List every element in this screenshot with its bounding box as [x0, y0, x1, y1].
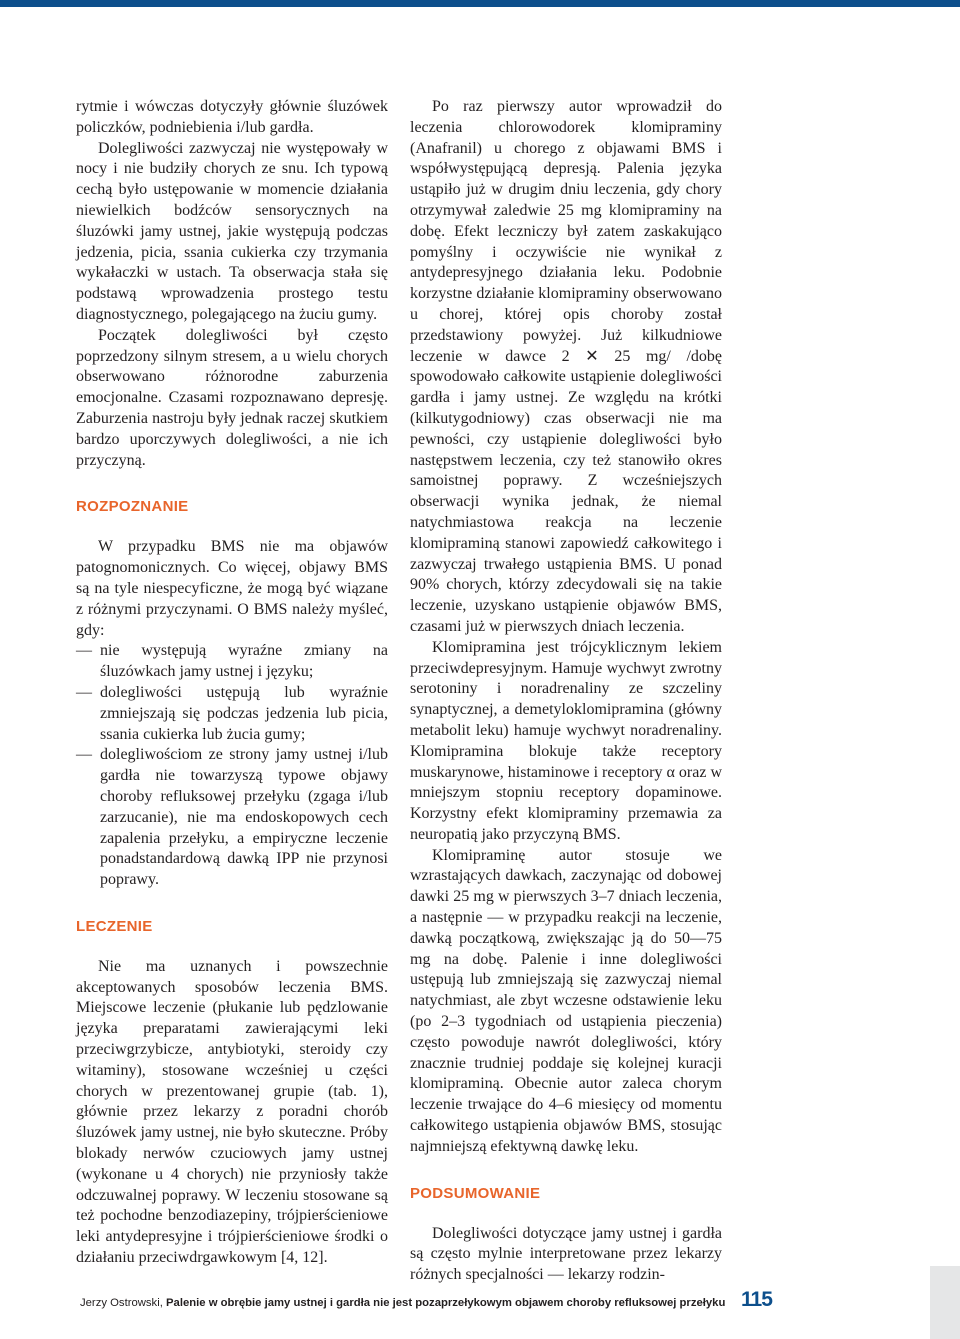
footer-article-title: Palenie w obrębie jamy ustnej i gardła nie jest pozaprzełykowym objawem choroby refluksowej przełyku: [166, 1297, 726, 1309]
running-footer: [80, 1297, 725, 1309]
criteria-list: [76, 641, 388, 891]
paragraph: W przypadku BMS nie ma objawów patognomonicznych. Co więcej, objawy BMS są na tyle niespecyficzne, że mogą być wiązane z różnymi przyczynami. O BMS należy myśleć, gdy:: [76, 538, 388, 639]
page-number: 115: [741, 1288, 772, 1311]
section-heading-treatment: LECZENIE: [76, 917, 153, 935]
top-color-bar: [0, 0, 960, 7]
list-dash: —: [76, 642, 92, 660]
list-item: [76, 641, 388, 683]
list-dash: —: [76, 683, 92, 701]
list-item-text: dolegliwościom ze strony jamy ustnej i/lub gardła nie towarzyszą typowe objawy choroby refluksowej przełyku (zgaga i/lub zarzucanie), nie ma endoskopowych cech zapalenia przełyku, a empiryczne leczenie ponadstandardową dawką IPP nie przynosi poprawy.: [100, 746, 388, 889]
paragraph: Klomipramina jest trójcyklicznym lekiem przeciwdepresyjnym. Hamuje wychwyt zwrotny serotoniny i noradrenaliny ze szczeliny synaptycznej, a demetyloklomipramina (główny metabolit leku) hamuje wychwyt noradrenaliny. Klomipramina blokuje także receptory muskarynowe, histaminowe i receptory α oraz w mniejszym stopniu receptory dopaminowe. Korzystny efekt klomipraminy przemawia za neuropatią jako przyczyną BMS.: [410, 638, 722, 843]
paragraph: rytmie i wówczas dotyczyły głównie śluzówek policzków, podniebienia i/lub gardła.: [76, 98, 388, 136]
section-heading-summary: PODSUMOWANIE: [410, 1184, 541, 1202]
page-edge-tab: [930, 1266, 960, 1339]
section-heading-diagnosis: ROZPOZNANIE: [76, 498, 189, 516]
list-item: [76, 745, 388, 891]
left-column: [76, 97, 388, 1269]
paragraph: Dolegliwości dotyczące jamy ustnej i gardła są często mylnie interpretowane przez lekarzy różnych specjalności — lekarzy rodzin-: [410, 1224, 722, 1284]
paragraph: Nie ma uznanych i powszechnie akceptowanych sposobów leczenia BMS. Miejscowe leczenie (płukanie lub pędzlowanie języka preparatami zawierającymi leki przeciwgrzybicze, antybiotyki, steroidy czy witaminy), stosowane wcześniej u części chorych w prezentowanej grupie (tab. 1), głównie przez lekarzy z poradni chorób śluzówek jamy ustnej, nie było skuteczne. Próby blokady nerwów czuciowych jamy ustnej (wykonane u 4 chorych) nie przyniosły także odczuwalnej poprawy. W leczeniu stosowane są też pochodne benzodiazepiny, trójpierścieniowe leki antydepresyjne i trójpierścieniowe środki o działaniu przeciwdrgawkowym [4, 12].: [76, 957, 388, 1267]
list-item: [76, 683, 388, 745]
paragraph: Po raz pierwszy autor wprowadził do leczenia chlorowodorek klomipraminy (Anafranil) u chorego z objawami BMS i współwystępującą depresją. Palenia języka ustąpiło już w drugim dniu leczenia, gdy chory otrzymywał zaledwie 25 mg klomipraminy na dobę. Efekt leczniczy był zatem zaskakująco pomyślny i oczywiście nie wynikał z antydepresyjnego działania leku. Podobnie korzystne działanie klomipraminy obserwowano u chorej, której opis choroby został przedstawiony powyżej. Już kilkudniowe leczenie w dawce 2 ✕ 25 mg/ /dobę spowodowało całkowite ustąpienie dolegliwości gardła i jamy ustnej. Ze względu na krótki (kilkutygodniowy) czas obserwacji nie ma pewności, czy ustąpienie dolegliwości było następstwem leczenia, czy też stanowiło okres samoistnej poprawy. Z wcześniejszych obserwacji wynika jednak, że niemal natychmiastowa reakcja na leczenie klomipraminą stanowi zapowiedź całkowitego i zazwyczaj trwałego ustąpienia BMS. U ponad 90% chorych, którzy zdecydowali się na takie leczenie, uzyskano ustąpienie objawów BMS, czasami już w pierwszych dniach leczenia.: [410, 98, 722, 635]
list-dash: —: [76, 746, 92, 764]
footer-author: Jerzy Ostrowski,: [80, 1297, 163, 1309]
list-item-text: nie występują wyraźne zmiany na śluzówkach jamy ustnej i języku;: [100, 642, 388, 681]
list-item-text: dolegliwości ustępują lub wyraźnie zmniejszają się podczas jedzenia lub picia, ssania cukierka lub żucia gumy;: [100, 683, 388, 743]
paragraph: Klomipraminę autor stosuje we wzrastających dawkach, zaczynając od dobowej dawki 25 mg w pierwszych 3–7 dniach leczenia, a następnie — w przypadku reakcji na leczenie, dawką początkową, zwiększając ją do 50—75 mg na dobę. Palenie i inne dolegliwości ustępują lub zmniejszają się zazwyczaj niemal natychmiast, ale zbyt wczesne odstawienie leku (po 2–3 tygodniach od ustąpienia pieczenia) często powoduje nawrót dolegliwości, który znacznie trudniej poddaje się kolejnej kuracji klomipraminą. Obecnie autor zaleca chorym leczenie trwające do 4–6 miesięcy od momentu całkowitego ustąpienia objawów BMS, stosując najmniejszą efektywną dawkę leku.: [410, 846, 722, 1155]
paragraph: Początek dolegliwości był często poprzedzony silnym stresem, a u wielu chorych obserwowano różnorodne zaburzenia emocjonalne. Czasami rozpoznawano depresję. Zaburzenia nastroju były jednak raczej skutkiem bardzo uporczywych dolegliwości, a nie ich przyczyną.: [76, 326, 388, 469]
right-column: [410, 97, 722, 1286]
paragraph: Dolegliwości zazwyczaj nie występowały w nocy i nie budziły chorych ze snu. Ich typową cechą było ustępowanie w momencie działania niewielkich bodźców sensorycznych na śluzówki jamy ustnej, jakie występują podczas jedzenia, picia, ssania cukierka czy trzymania wykałaczki w ustach. Ta obserwacja stała się podstawą wprowadzenia prostego testu diagnostycznego, polegającego na żuciu gumy.: [76, 139, 388, 323]
